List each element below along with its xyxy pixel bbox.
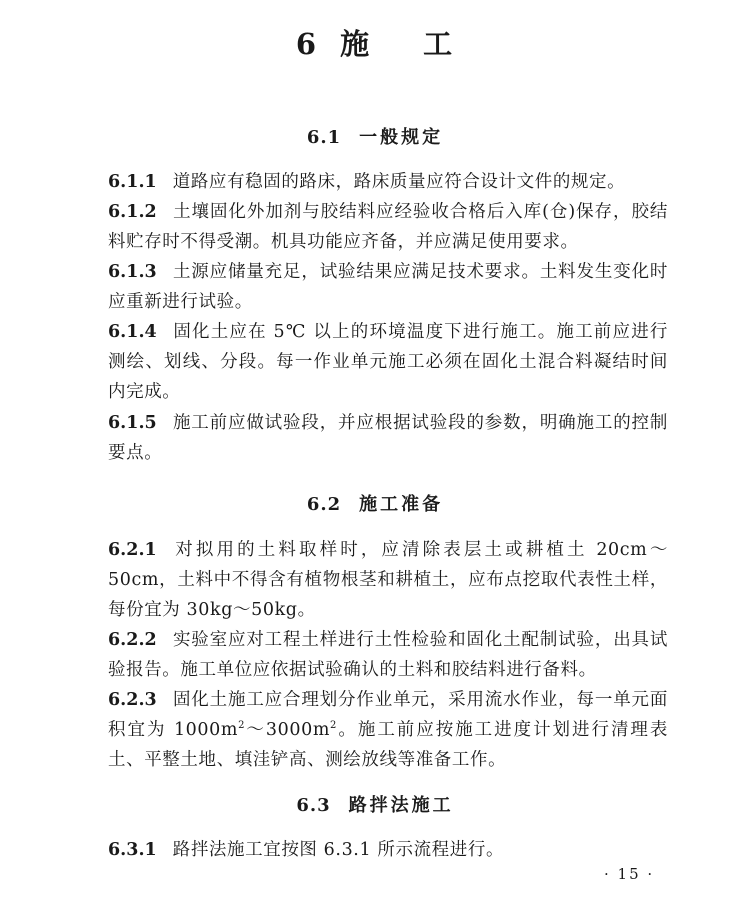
chapter-number: 6 <box>295 27 319 61</box>
clause-number: 6.1.5 <box>108 413 157 433</box>
clause-number: 6.2.2 <box>108 630 157 650</box>
clause-6-2-1 <box>108 535 668 625</box>
clause-number: 6.1.3 <box>108 262 157 282</box>
clause-text-part-a: 固化土施工应合理划分作业单元，采用流水作业，每一单元面积宜为 1000m <box>108 690 668 740</box>
clause-6-1-2 <box>108 197 668 257</box>
chapter-title-char-1: 施 <box>340 27 372 61</box>
chapter-title <box>0 22 750 63</box>
clause-6-1-4 <box>108 317 668 407</box>
superscript-2: 2 <box>238 720 246 731</box>
section-heading: 施工准备 <box>359 494 444 515</box>
clause-text: 实验室应对工程土样进行土性检验和固化土配制试验，出具试验报告。施工单位应依据试验确认的土料和胶结料进行备料。 <box>108 630 668 680</box>
superscript-2: 2 <box>330 720 337 731</box>
section-heading: 一般规定 <box>359 127 444 148</box>
clause-text: 施工前应做试验段，并应根据试验段的参数，明确施工的控制要点。 <box>108 413 668 463</box>
clause-number: 6.1.1 <box>108 172 157 192</box>
section-number: 6.1 <box>306 127 342 148</box>
clause-6-2-3 <box>108 685 668 775</box>
section-title-6-1 <box>0 123 750 149</box>
section-number: 6.2 <box>306 494 342 515</box>
clause-number: 6.2.1 <box>108 540 157 560</box>
clause-text: 土壤固化外加剂与胶结料应经验收合格后入库(仓)保存，胶结料贮存时不得受潮。机具功能应齐备，并应满足使用要求。 <box>108 202 668 252</box>
clause-6-3-1 <box>108 835 668 865</box>
clause-6-1-1 <box>108 167 668 197</box>
clause-text: 固化土应在 5℃ 以上的环境温度下进行施工。施工前应进行测绘、划线、分段。每一作业单元施工必须在固化土混合料凝结时间内完成。 <box>108 322 668 402</box>
clause-number: 6.1.2 <box>108 202 157 222</box>
clause-number: 6.2.3 <box>108 690 157 710</box>
clause-text: 对拟用的土料取样时，应清除表层土或耕植土 20cm～50cm，土料中不得含有植物根茎和耕植土，应布点挖取代表性土样，每份宜为 30kg～50kg。 <box>108 540 668 620</box>
clause-text: 道路应有稳固的路床，路床质量应符合设计文件的规定。 <box>172 172 626 192</box>
section-heading: 路拌法施工 <box>348 795 454 816</box>
clause-6-1-5 <box>108 408 668 468</box>
clause-text-part-b: ～3000m <box>245 720 331 740</box>
section-number: 6.3 <box>296 795 331 816</box>
section-title-6-3 <box>0 791 750 817</box>
clause-number: 6.3.1 <box>108 840 157 860</box>
clause-number: 6.1.4 <box>108 322 157 342</box>
clause-6-2-2 <box>108 625 668 685</box>
page-number: · 15 · <box>604 865 655 883</box>
chapter-title-char-2: 工 <box>423 27 455 61</box>
clause-6-1-3 <box>108 257 668 317</box>
clause-text: 土源应储量充足，试验结果应满足技术要求。土料发生变化时应重新进行试验。 <box>108 262 668 312</box>
clause-text: 路拌法施工宜按图 6.3.1 所示流程进行。 <box>172 840 505 860</box>
clause-text-part-c: 。施工前应按施工进度计划进行清理表土、平整土地、填洼铲高、测绘放线等准备工作。 <box>108 720 669 770</box>
section-title-6-2 <box>0 490 750 516</box>
